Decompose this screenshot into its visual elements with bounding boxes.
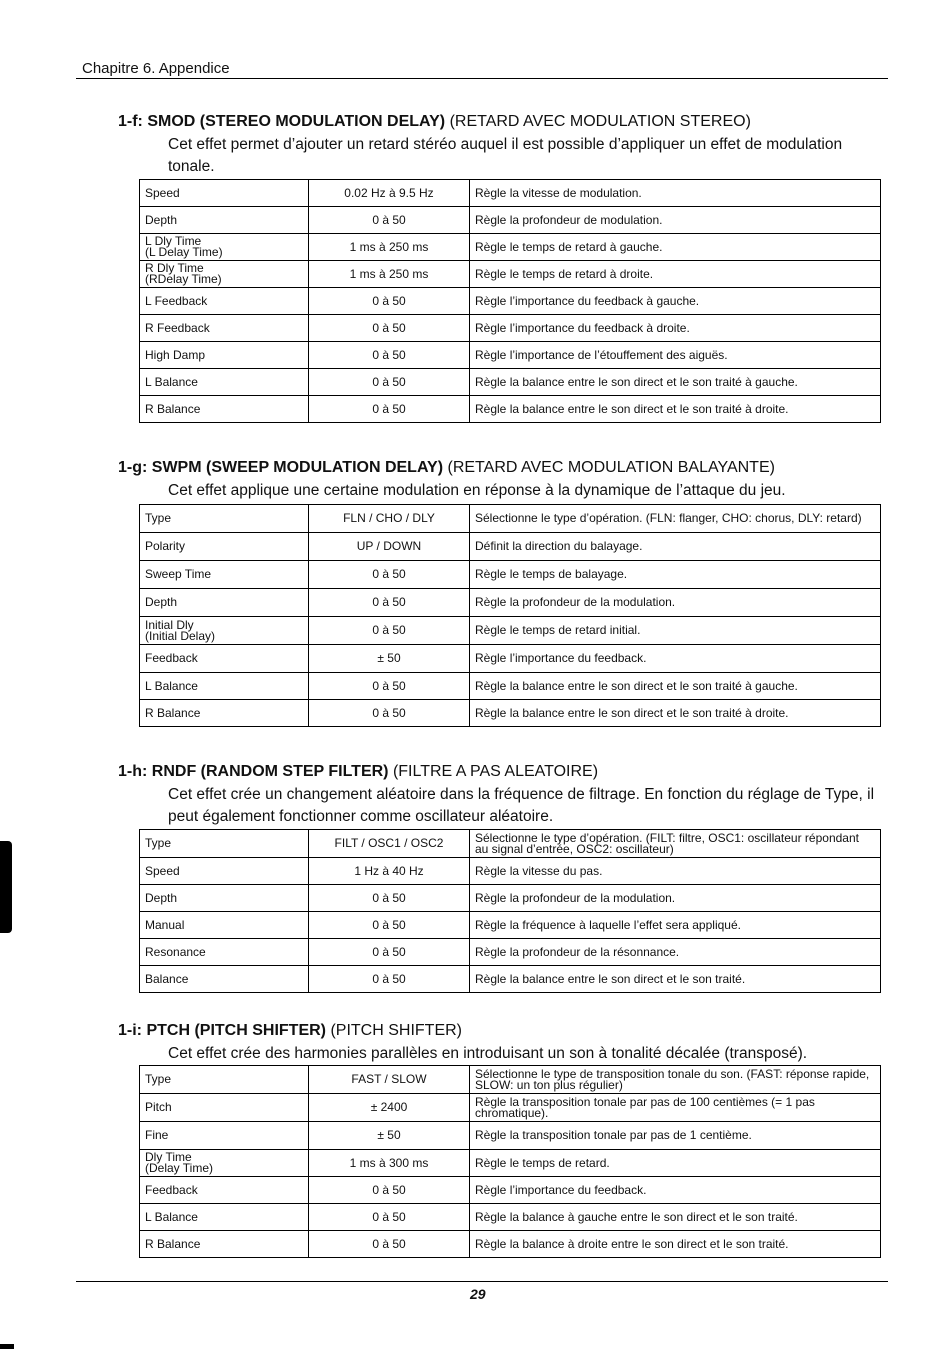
table-row: Type FAST / SLOW Sélectionne le type de transposition tonale du son. (FAST: réponse rapide, SLOW: un ton plus régulier)	[140, 1066, 881, 1094]
table-row: Initial Dly (Initial Delay) 0 à 50 Règle le temps de retard initial.	[140, 617, 881, 645]
table-row: L Balance 0 à 50 Règle la balance entre le son direct et le son traité à gauche.	[140, 673, 881, 700]
section-ptch	[118, 1021, 888, 1065]
param-table-swpm	[139, 504, 881, 727]
table-row: Depth 0 à 50 Règle la profondeur de la modulation.	[140, 885, 881, 912]
table-row: L Balance 0 à 50 Règle la balance entre le son direct et le son traité à gauche.	[140, 369, 881, 396]
section-title: 1-f: SMOD (STEREO MODULATION DELAY) (RETARD AVEC MODULATION STEREO)	[118, 113, 751, 130]
section-title: 1-i: PTCH (PITCH SHIFTER) (PITCH SHIFTER)	[118, 1022, 462, 1039]
section-swpm	[118, 458, 888, 502]
section-smod	[118, 112, 888, 178]
table-row: Speed 0.02 Hz à 9.5 Hz Règle la vitesse de modulation.	[140, 180, 881, 207]
section-title: 1-g: SWPM (SWEEP MODULATION DELAY) (RETARD AVEC MODULATION BALAYANTE)	[118, 459, 775, 476]
table-row: Balance 0 à 50 Règle la balance entre le son direct et le son traité.	[140, 966, 881, 993]
table-row: L Feedback 0 à 50 Règle l’importance du feedback à gauche.	[140, 288, 881, 315]
param-table-rndf	[139, 829, 881, 993]
chapter-header: Chapitre 6. Appendice	[82, 60, 230, 77]
footer-divider	[76, 1281, 888, 1282]
table-row: Dly Time (Delay Time) 1 ms à 300 ms Règle le temps de retard.	[140, 1150, 881, 1177]
section-title: 1-h: RNDF (RANDOM STEP FILTER) (FILTRE A PAS ALEATOIRE)	[118, 763, 599, 780]
param-table-smod	[139, 179, 881, 423]
table-row: L Dly Time (L Delay Time) 1 ms à 250 ms Règle le temps de retard à gauche.	[140, 234, 881, 261]
section-description: Cet effet crée des harmonies parallèles en introduisant un son à tonalité décalée (transposé).	[168, 1045, 808, 1062]
section-description: Cet effet applique une certaine modulation en réponse à la dynamique de l’attaque du jeu.	[168, 482, 786, 499]
corner-mark	[0, 1344, 14, 1349]
table-row: Depth 0 à 50 Règle la profondeur de la modulation.	[140, 589, 881, 617]
table-row: Fine ± 50 Règle la transposition tonale par pas de 1 centième.	[140, 1122, 881, 1150]
table-row: R Feedback 0 à 50 Règle l’importance du feedback à droite.	[140, 315, 881, 342]
table-row: Polarity UP / DOWN Définit la direction du balayage.	[140, 533, 881, 561]
page-number: 29	[470, 1286, 486, 1302]
table-row: R Balance 0 à 50 Règle la balance entre le son direct et le son traité à droite.	[140, 700, 881, 727]
table-row: R Balance 0 à 50 Règle la balance à droite entre le son direct et le son traité.	[140, 1231, 881, 1258]
table-row: Type FLN / CHO / DLY Sélectionne le type d’opération. (FLN: flanger, CHO: chorus, DLY: retard)	[140, 505, 881, 533]
table-row: Manual 0 à 50 Règle la fréquence à laquelle l’effet sera appliqué.	[140, 912, 881, 939]
table-row: Feedback ± 50 Règle l’importance du feedback.	[140, 645, 881, 673]
header-divider	[76, 78, 888, 79]
table-row: R Balance 0 à 50 Règle la balance entre le son direct et le son traité à droite.	[140, 396, 881, 423]
table-row: Sweep Time 0 à 50 Règle le temps de balayage.	[140, 561, 881, 589]
table-row: Depth 0 à 50 Règle la profondeur de modulation.	[140, 207, 881, 234]
table-row: Speed 1 Hz à 40 Hz Règle la vitesse du pas.	[140, 858, 881, 885]
table-row: Feedback 0 à 50 Règle l’importance du feedback.	[140, 1177, 881, 1204]
section-rndf	[118, 762, 888, 828]
section-description: Cet effet crée un changement aléatoire dans la fréquence de filtrage. En fonction du réglage de Type, il peut également fonctionner comme oscillateur aléatoire.	[168, 786, 875, 825]
table-row: Pitch ± 2400 Règle la transposition tonale par pas de 100 centièmes (= 1 pas chromatique).	[140, 1094, 881, 1122]
table-row: Resonance 0 à 50 Règle la profondeur de la résonnance.	[140, 939, 881, 966]
table-row: High Damp 0 à 50 Règle l’importance de l’étouffement des aiguës.	[140, 342, 881, 369]
section-description: Cet effet permet d’ajouter un retard stéréo auquel il est possible d’appliquer un effet de modulation tonale.	[168, 136, 843, 175]
chapter-thumb-tab	[0, 841, 12, 933]
table-row: R Dly Time (RDelay Time) 1 ms à 250 ms Règle le temps de retard à droite.	[140, 261, 881, 288]
param-table-ptch	[139, 1065, 881, 1258]
table-row: Type FILT / OSC1 / OSC2 Sélectionne le type d’opération. (FILT: filtre, OSC1: oscillateur répondant au signal d’entrée, OSC2: oscillateur)	[140, 830, 881, 858]
table-row: L Balance 0 à 50 Règle la balance à gauche entre le son direct et le son traité.	[140, 1204, 881, 1231]
